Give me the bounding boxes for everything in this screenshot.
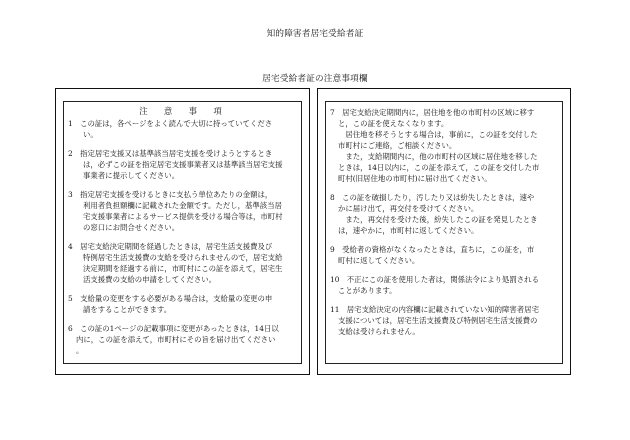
note-line: ことがあります。 xyxy=(338,286,397,295)
note-line: 町村(旧居住地の市町村)に届け出てください。 xyxy=(338,174,492,183)
note-line: 支給は受けられません。 xyxy=(338,327,420,336)
note-line: 請をすることができます。 xyxy=(83,305,172,314)
note-line: 。 xyxy=(76,346,84,355)
note-line: 町村に返してください。 xyxy=(338,256,420,265)
note-line: 活支援費の支給の申請をしてください。 xyxy=(83,275,217,284)
notes-list-right xyxy=(326,107,562,337)
note-line: は，速やかに，市町村に返してください。 xyxy=(338,226,479,235)
note-item-6 xyxy=(68,323,299,356)
note-line: 宅支援事業者によるサービス提供を受ける場合等は，市町村 xyxy=(83,212,283,221)
note-line: と，この証を使えなくなります。 xyxy=(338,119,449,128)
note-item-10 xyxy=(330,274,560,296)
notes-box-right xyxy=(325,101,563,364)
note-line: 6 この証の1ページの記載事項に変更があったときは，14日以 xyxy=(68,324,279,333)
note-item-9 xyxy=(330,244,560,266)
note-item-11 xyxy=(330,304,560,337)
note-line: 2 指定居宅支援又は基準該当居宅支援を受けようとするとき xyxy=(68,149,273,158)
note-line: 4 居宅支給決定期間を経過したときは，居宅生活支援費及び xyxy=(68,242,273,251)
note-line: 11 居宅支給決定の内容欄に記載されていない知的障害者居宅 xyxy=(330,305,539,314)
note-line: 利用者負担額欄に記載された金額です。ただし，基準該当居 xyxy=(83,201,282,210)
note-item-3 xyxy=(68,189,299,233)
note-line: 5 支給量の変更をする必要がある場合は，支給量の変更の申 xyxy=(68,294,273,303)
note-line: 市町村にご連絡，ご相談ください。 xyxy=(338,141,457,150)
note-line: 3 指定居宅支援を受けるときに支払う単位あたりの金額は， xyxy=(68,190,273,199)
notes-box xyxy=(63,101,302,364)
note-item-4 xyxy=(68,241,299,285)
note-line: 1 この証は，各ページをよく読んで大切に持っていてくださ xyxy=(68,119,273,128)
document-title: 知的障害者居宅受給者証 xyxy=(266,29,364,39)
note-line: 7 居宅支給決定期間内に，居住地を他の市町村の区域に移す xyxy=(330,108,535,117)
note-line: 内に，この証を添えて，市町村にその旨を届け出てください xyxy=(76,335,276,344)
note-line: は，必ずこの証を指定居宅支援事業者又は基準該当居宅支援 xyxy=(83,160,283,169)
notes-list-left xyxy=(64,118,301,356)
note-line: 8 この証を破損したり，汚したり又は紛失したときは，速や xyxy=(330,193,535,202)
note-line: また，再交付を受けた後，紛失したこの証を発見したとき xyxy=(338,215,538,224)
note-line: の窓口にお問合せください。 xyxy=(83,223,180,232)
note-line: 決定期間を経過する前に，市町村にこの証を添えて，居宅生 xyxy=(83,264,283,273)
note-line: 特例居宅生活支援費の支給を受けられませんので，居宅支給 xyxy=(83,253,283,262)
note-line: 居住地を移そうとする場合は，事前に，この証を交付した xyxy=(338,130,538,139)
note-item-8 xyxy=(330,192,560,236)
note-line: 支援については，居宅生活支援費及び特例居宅生活支援費の xyxy=(338,316,538,325)
document-subtitle: 居宅受給者証の注意事項欄 xyxy=(262,74,368,84)
note-item-1 xyxy=(68,118,299,140)
note-line: 9 受給者の資格がなくなったときは，直ちに，この証を，市 xyxy=(330,245,535,254)
note-line: い。 xyxy=(83,130,98,139)
note-line: また，支給期間内に，他の市町村の区域に居住地を移した xyxy=(338,152,538,161)
left-panel xyxy=(55,88,310,375)
note-item-5 xyxy=(68,293,299,315)
note-line: かに届け出て，再交付を受けてください。 xyxy=(338,204,479,213)
right-panel xyxy=(317,88,571,375)
note-line: 事業者に提示してください。 xyxy=(83,171,180,180)
note-item-7 xyxy=(330,107,560,184)
note-line: ときは，14日以内に，この証を添えて，この証を交付した市 xyxy=(338,163,540,172)
note-item-2 xyxy=(68,148,299,181)
notes-heading: 注 意 事 項 xyxy=(139,106,226,116)
note-line: 10 不正にこの証を使用した者は，関係法令により処罰される xyxy=(330,275,539,284)
